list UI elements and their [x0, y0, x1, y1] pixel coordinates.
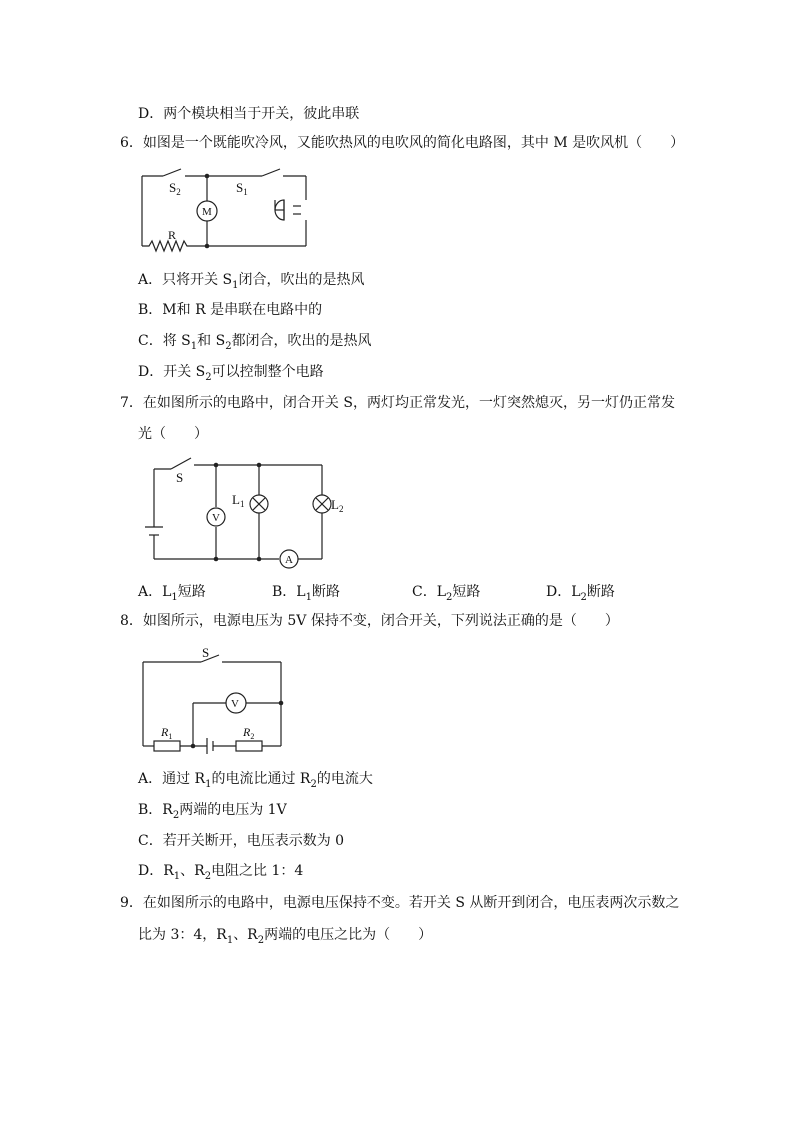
svg-text:V: V: [212, 512, 220, 524]
q7-circuit-diagram: [145, 457, 345, 566]
q7-option-d[interactable]: D．$L_2$断路: [546, 584, 615, 603]
q8-option-c[interactable]: C．若开关断开，电压表示数为 0: [138, 833, 345, 849]
svg-text:S1: $S_1$: [236, 180, 248, 197]
q7-option-a[interactable]: A．$L_1$短路: [138, 584, 206, 603]
q6-option-b[interactable]: B．M和 R 是串联在电路中的: [138, 302, 323, 318]
resistor-icon: [142, 241, 236, 251]
q7-option-c[interactable]: C．$L_2$短路: [412, 584, 481, 603]
q6-circuit-diagram: [135, 164, 305, 254]
q6-option-d[interactable]: D．开关 $S_2$可以控制整个电路: [138, 364, 324, 383]
svg-text:S2: $S_2$: [169, 180, 181, 197]
q5-option-d[interactable]: D．两个模块相当于开关，彼此串联: [138, 106, 360, 122]
svg-text:S: S: [202, 645, 210, 660]
resistor-r1-icon: [154, 741, 180, 751]
svg-text:L1: $L_1$: [232, 492, 245, 509]
q7-stem-line2: 光（ ）: [138, 426, 208, 442]
resistor-r2-icon: [236, 741, 262, 751]
q8-stem: 8．如图所示，电源电压为 5V 保持不变，闭合开关，下列说法正确的是（ ）: [120, 613, 619, 629]
svg-text:S: S: [176, 470, 184, 485]
svg-text:R: R: [168, 228, 177, 242]
q7-stem-line1: 7．在如图所示的电路中，闭合开关 S，两灯均正常发光，一灯突然熄灭，另一灯仍正常发: [120, 395, 675, 411]
q8-option-b[interactable]: B．$R_2$两端的电压为 1V: [138, 802, 287, 821]
svg-text:V: V: [231, 698, 239, 710]
q6-option-c[interactable]: C．将 $S_1$和 $S_2$都闭合，吹出的是热风: [138, 333, 372, 352]
q6-stem: 6．如图是一个既能吹冷风，又能吹热风的电吹风的简化电路图，其中 M 是吹风机（ ）: [120, 135, 685, 151]
svg-text:M: M: [202, 206, 212, 218]
q8-option-a[interactable]: A．通过 $R_1$的电流比通过 $R_2$的电流大: [138, 771, 373, 790]
svg-text:R1: $R_1$: [161, 725, 173, 741]
svg-text:A: A: [285, 554, 293, 566]
q9-stem-line2: 比为 3：4，$R_1$、$R_2$两端的电压之比为（ ）: [138, 927, 433, 946]
q8-circuit-diagram: [140, 644, 285, 754]
q9-stem-line1: 9．在如图所示的电路中，电源电压保持不变。若开关 S 从断开到闭合，电压表两次示数之: [120, 895, 680, 911]
q7-option-b[interactable]: B．$L_1$断路: [272, 584, 340, 603]
q8-option-d[interactable]: D．$R_1$、$R_2$电阻之比 1：4: [138, 863, 304, 882]
svg-text:L2: $L_2$: [331, 497, 344, 514]
q6-option-a[interactable]: A．只将开关 $S_1$闭合，吹出的是热风: [138, 272, 365, 291]
svg-text:R2: $R_2$: [243, 725, 255, 741]
